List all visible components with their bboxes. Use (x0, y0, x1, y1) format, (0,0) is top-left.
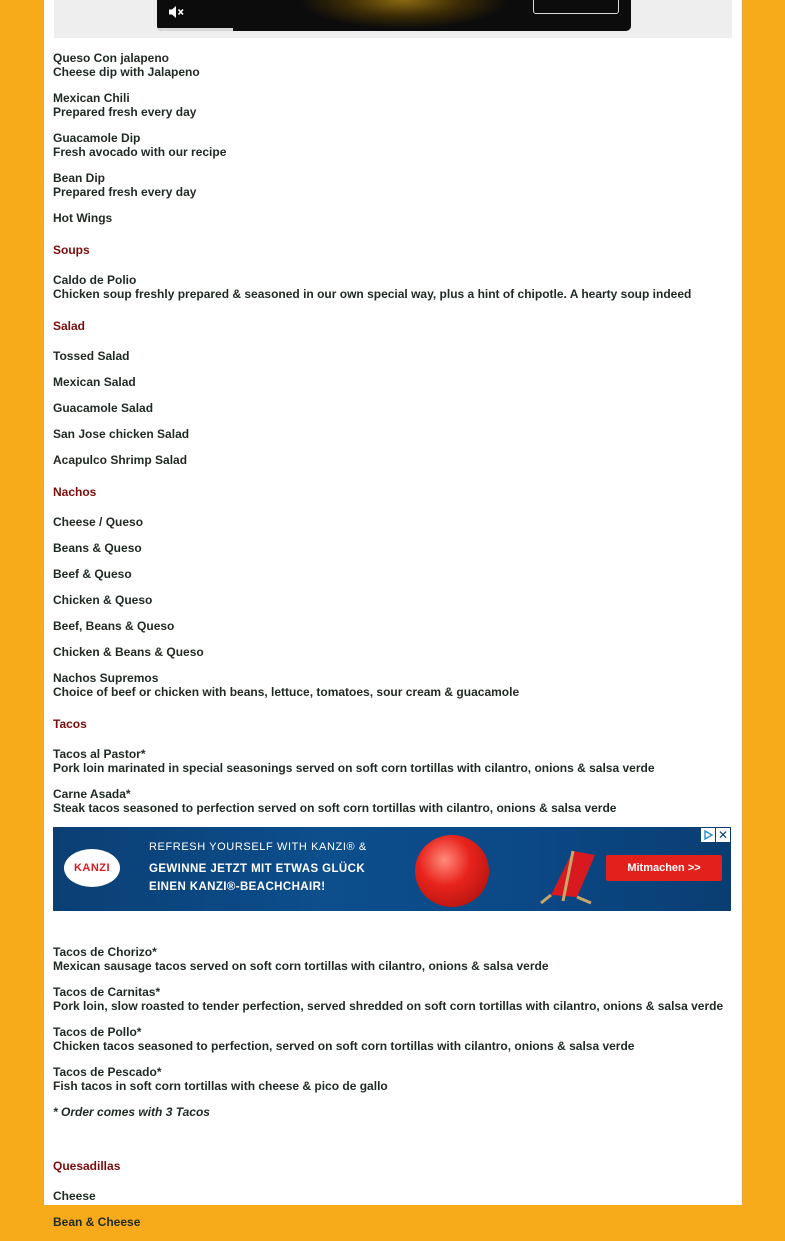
menu-item (53, 1025, 733, 1053)
menu-item-description: Prepared fresh every day (53, 185, 197, 199)
menu-item-name: Tacos de Pollo* (53, 1025, 142, 1039)
ad-cta-button[interactable]: Mitmachen >> (606, 855, 722, 881)
menu-item (53, 51, 733, 79)
menu-item-name: Bean & Cheese (53, 1215, 141, 1229)
menu-item (53, 1215, 733, 1229)
menu-item-name: Beef, Beans & Queso (53, 619, 175, 633)
category-heading: Nachos (53, 485, 97, 499)
ad-banner[interactable] (53, 827, 731, 911)
menu-item-description: Pork loin marinated in special seasonings served on soft corn tortillas with cilantro, onions & salsa verde (53, 761, 655, 775)
volume-off-icon[interactable] (167, 3, 185, 21)
menu-item-name: Tacos de Carnitas* (53, 985, 161, 999)
video-progress-bar[interactable] (157, 28, 233, 31)
menu-item-name: Bean Dip (53, 171, 106, 185)
menu-sections (53, 51, 733, 815)
menu-item-name: Chicken & Queso (53, 593, 153, 607)
menu-list (53, 51, 733, 1241)
ad-choices-icon[interactable] (701, 828, 715, 842)
quesadillas-list (53, 1189, 733, 1229)
menu-item-description: Chicken soup freshly prepared & seasoned in our own special way, plus a hint of chipotle. A hearty soup indeed (53, 287, 692, 301)
menu-item (53, 541, 733, 555)
menu-item (53, 645, 733, 659)
menu-item-description: Fish tacos in soft corn tortillas with cheese & pico de gallo (53, 1079, 388, 1093)
menu-item-name: Nachos Supremos (53, 671, 159, 685)
kanzi-logo: KANZI (64, 849, 120, 887)
menu-item-name: Beef & Queso (53, 567, 132, 581)
menu-item (53, 375, 733, 389)
menu-item-description: Cheese dip with Jalapeno (53, 65, 200, 79)
menu-item (53, 593, 733, 607)
menu-item-name: Queso Con jalapeno (53, 51, 170, 65)
category-quesadillas: Quesadillas (53, 1159, 121, 1173)
menu-item-name: Cheese / Queso (53, 515, 144, 529)
menu-item-description: Chicken tacos seasoned to perfection, served on soft corn tortillas with cilantro, onions & salsa verde (53, 1039, 635, 1053)
apple-image (415, 835, 489, 907)
menu-item-name: Guacamole Dip (53, 131, 141, 145)
menu-item-description: Prepared fresh every day (53, 105, 197, 119)
menu-item-name: Carne Asada* (53, 787, 131, 801)
menu-item (53, 427, 733, 441)
menu-item-description: Mexican sausage tacos served on soft corn tortillas with cilantro, onions & salsa verde (53, 959, 549, 973)
menu-item-name: Tossed Salad (53, 349, 130, 363)
menu-item (53, 91, 733, 119)
menu-item (53, 273, 733, 301)
menu-item (53, 787, 733, 815)
menu-item (53, 1065, 733, 1093)
menu-item-name: Tacos de Chorizo* (53, 945, 157, 959)
beach-chair-image (533, 837, 613, 907)
category-heading: Soups (53, 243, 90, 257)
close-icon[interactable]: ✕ (717, 828, 729, 842)
menu-item (53, 515, 733, 529)
menu-item-name: Caldo de Polio (53, 273, 137, 287)
menu-item (53, 985, 733, 1013)
menu-item-name: Mexican Salad (53, 375, 136, 389)
menu-item-name: Hot Wings (53, 211, 113, 225)
menu-item-name: Beans & Queso (53, 541, 142, 555)
menu-item (53, 171, 733, 199)
ad-line-1: REFRESH YOURSELF WITH KANZI® & (149, 841, 367, 853)
menu-item-name: Mexican Chili (53, 91, 130, 105)
tacos-more-list (53, 945, 733, 1093)
note-asterisk: * (53, 1105, 58, 1119)
menu-item-name: Tacos de Pescado* (53, 1065, 162, 1079)
menu-item (53, 453, 733, 467)
note-text: Order comes with 3 Tacos (61, 1105, 210, 1119)
ad-line-3: EINEN KANZI®-BEACHCHAIR! (149, 881, 326, 893)
menu-item (53, 567, 733, 581)
menu-item-name: Cheese (53, 1189, 96, 1203)
menu-item (53, 1189, 733, 1203)
menu-item-name: Tacos al Pastor* (53, 747, 146, 761)
video-container (54, 0, 732, 38)
menu-item-description: Steak tacos seasoned to perfection served on soft corn tortillas with cilantro, onions & salsa verde (53, 801, 617, 815)
menu-item-description: Fresh avocado with our recipe (53, 145, 227, 159)
menu-item (53, 945, 733, 973)
menu-item-name: Guacamole Salad (53, 401, 154, 415)
menu-item (53, 211, 733, 225)
menu-item-description: Pork loin, slow roasted to tender perfection, served shredded on soft corn tortillas with cilantro, onions & salsa verde (53, 999, 724, 1013)
menu-item (53, 619, 733, 633)
menu-item-name: Chicken & Beans & Queso (53, 645, 204, 659)
menu-item-name: San Jose chicken Salad (53, 427, 190, 441)
video-player[interactable] (157, 0, 631, 31)
ad-text (149, 840, 367, 894)
video-cta-button[interactable] (533, 0, 619, 14)
menu-item (53, 131, 733, 159)
menu-item (53, 747, 733, 775)
tacos-order-note (53, 1105, 733, 1119)
menu-item (53, 671, 733, 699)
menu-item (53, 401, 733, 415)
menu-item (53, 349, 733, 363)
menu-item-description: Choice of beef or chicken with beans, lettuce, tomatoes, sour cream & guacamole (53, 685, 520, 699)
category-heading: Tacos (53, 717, 87, 731)
category-heading: Salad (53, 319, 86, 333)
ad-line-2: GEWINNE JETZT MIT ETWAS GLÜCK (149, 863, 366, 875)
menu-item-name: Acapulco Shrimp Salad (53, 453, 188, 467)
